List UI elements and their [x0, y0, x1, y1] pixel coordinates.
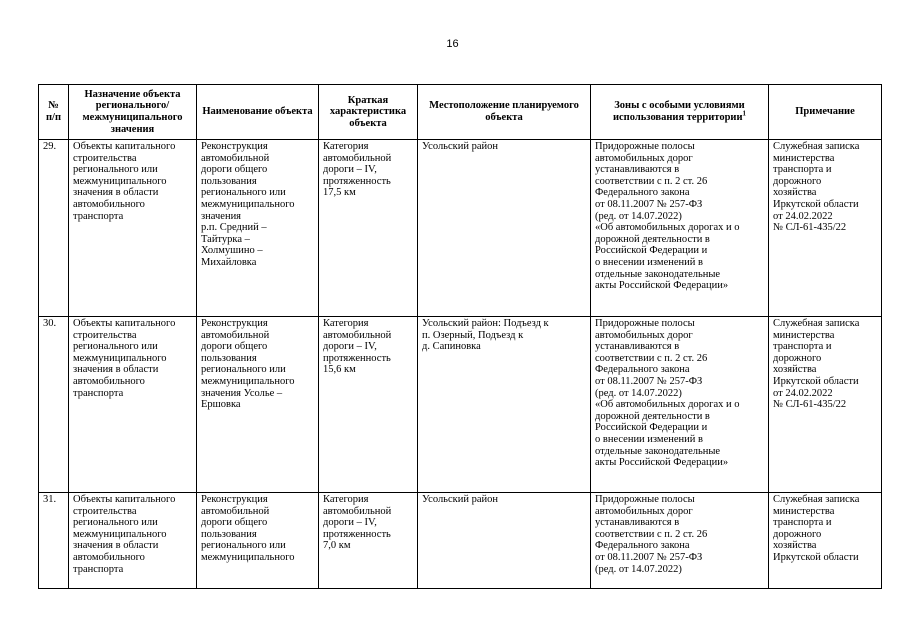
object-note: Служебная записка министерства транспорта и дорожного хозяйства Иркутской области от 24.02.2022 № СЛ-61-435/22 [769, 317, 882, 493]
header-characteristic [319, 85, 418, 140]
row-number: 31. [39, 493, 69, 589]
row-number: 30. [39, 317, 69, 493]
footnote-mark: 1 [742, 109, 747, 118]
object-characteristic: Категория автомобильной дороги – IV, протяженность 17,5 км [319, 140, 418, 317]
object-note: Служебная записка министерства транспорта и дорожного хозяйства Иркутской области от 24.02.2022 № СЛ-61-435/22 [769, 140, 882, 317]
header-num-label: № п/п [45, 100, 62, 123]
table-row [39, 317, 882, 493]
object-name: Реконструкция автомобильной дороги общего пользования регионального или межмуниципального значения р.п. Средний – Тайтурка – Холмушино – Михайловка [197, 140, 319, 317]
header-zones [591, 85, 769, 140]
object-purpose: Объекты капитального строительства регионального или межмуниципального значения в области автомобильного транспорта [69, 140, 197, 317]
objects-table [38, 84, 882, 589]
object-note: Служебная записка министерства транспорта и дорожного хозяйства Иркутской области [769, 493, 882, 589]
object-location: Усольский район [418, 493, 591, 589]
object-purpose: Объекты капитального строительства регионального или межмуниципального значения в области автомобильного транспорта [69, 317, 197, 493]
header-name [197, 85, 319, 140]
object-name: Реконструкция автомобильной дороги общего пользования регионального или межмуниципального [197, 493, 319, 589]
row-number: 29. [39, 140, 69, 317]
object-location: Усольский район: Подъезд к п. Озерный, Подъезд к д. Сапиновка [418, 317, 591, 493]
object-zones: Придорожные полосы автомобильных дорог устанавливаются в соответствии с п. 2 ст. 26 Федерального закона от 08.11.2007 № 257-ФЗ (ред. от 14.07.2022) «Об автомобильных дорогах и о дорожной деятельности в Российской Федерации и о внесении изменений в отдельные законодательные акты Российской Федерации» [591, 317, 769, 493]
object-characteristic: Категория автомобильной дороги – IV, протяженность 15,6 км [319, 317, 418, 493]
header-characteristic-label: Краткая характеристика объекта [329, 94, 407, 129]
header-num [39, 85, 69, 140]
object-characteristic: Категория автомобильной дороги – IV, протяженность 7,0 км [319, 493, 418, 589]
object-purpose: Объекты капитального строительства регионального или межмуниципального значения в области автомобильного транспорта [69, 493, 197, 589]
object-zones: Придорожные полосы автомобильных дорог устанавливаются в соответствии с п. 2 ст. 26 Федерального закона от 08.11.2007 № 257-ФЗ (ред. от 14.07.2022) [591, 493, 769, 589]
header-note [769, 85, 882, 140]
header-name-label: Наименование объекта [202, 106, 313, 118]
table-header-row [39, 85, 882, 140]
header-location-label: Местоположение планируемого объекта [429, 100, 579, 123]
table-row [39, 493, 882, 589]
header-purpose [69, 85, 197, 140]
header-note-label: Примечание [795, 106, 855, 118]
table-row [39, 140, 882, 317]
header-zones-label: Зоны с особыми условиями использования территории [612, 100, 745, 123]
object-location: Усольский район [418, 140, 591, 317]
object-name: Реконструкция автомобильной дороги общего пользования регионального или межмуниципального значения Усолье – Ершовка [197, 317, 319, 493]
object-zones: Придорожные полосы автомобильных дорог устанавливаются в соответствии с п. 2 ст. 26 Федерального закона от 08.11.2007 № 257-ФЗ (ред. от 14.07.2022) «Об автомобильных дорогах и о дорожной деятельности в Российской Федерации и о внесении изменений в отдельные законодательные акты Российской Федерации» [591, 140, 769, 317]
header-purpose-label: Назначение объекта регионального/ межмуниципального значения [82, 88, 183, 135]
page-number: 16 [446, 38, 459, 50]
header-location [418, 85, 591, 140]
